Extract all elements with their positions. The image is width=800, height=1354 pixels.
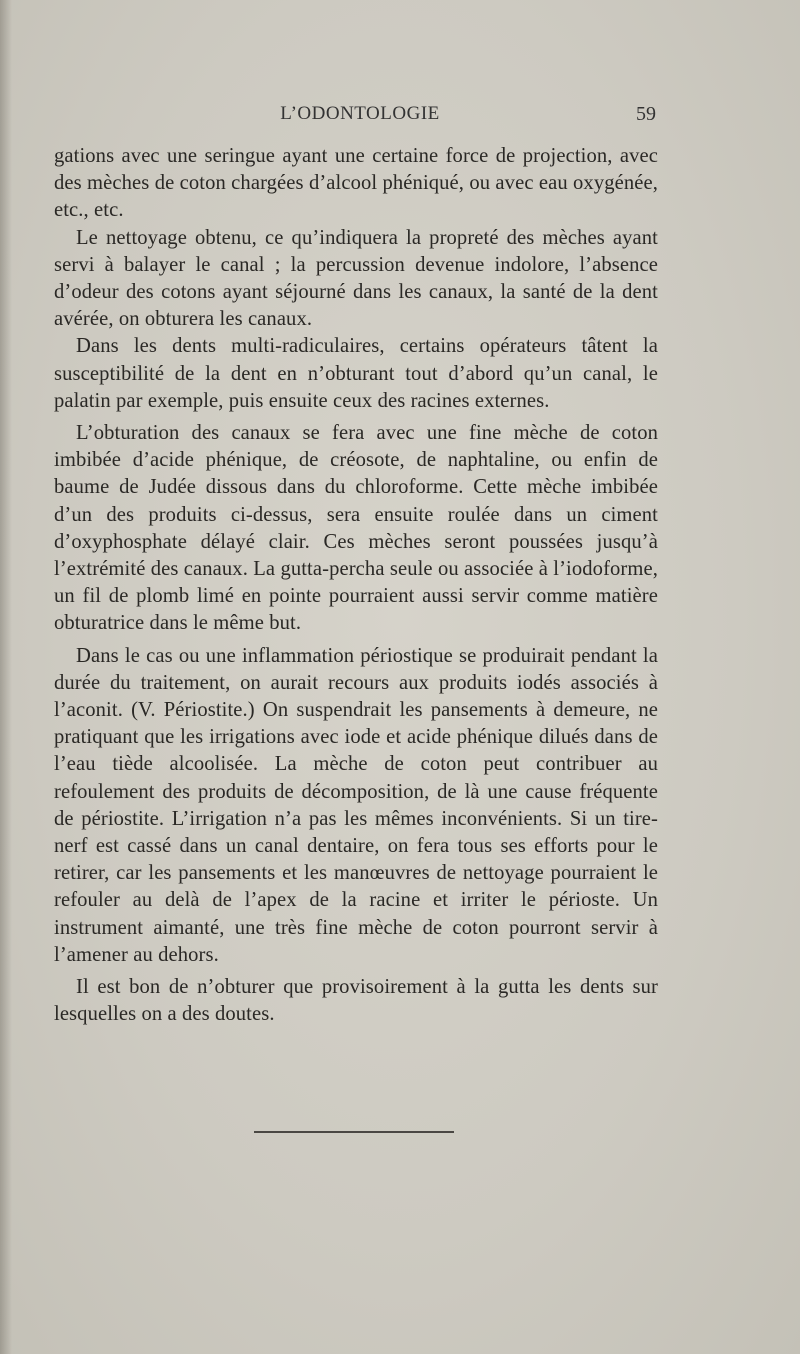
running-head <box>0 103 800 131</box>
paragraph-obturation: L’obturation des canaux se fera avec une fine mèche de coton imbibée d’acide phénique, de créosote, de naphtaline, ou enfin de baume de Judée dissous dans du chloroforme. Cette mèche imbibée d’un des produits ci-dessus, sera ensuite roulée dans un ciment d’oxyphosphate délayé clair. Ces mèches seront poussées jusqu’à l’extrémité des canaux. La gutta-percha seule ou associée à l’iodoforme, un fil de plomb limé en pointe pourraient aussi servir comme matière obturatrice dans le même but. <box>54 422 658 635</box>
end-rule <box>254 1131 454 1133</box>
paragraph-cleaning: Le nettoyage obtenu, ce qu’indiquera la propreté des mèches ayant servi à balayer le canal ; la percussion devenue indolore, l’absence d’odeur des cotons ayant séjourné dans les canaux, la santé de la dent avérée, on obturera les canaux. <box>54 226 658 331</box>
paragraph-provisional: Il est bon de n’obturer que provisoirement à la gutta les dents sur lesquelles on a des doutes. <box>54 976 658 1026</box>
paragraph-multi-root: Dans les dents multi-radiculaires, certains opérateurs tâtent la susceptibilité de la dent en n’obturant tout d’abord qu’un canal, le palatin par exemple, puis ensuite ceux des racines externes. <box>54 335 658 412</box>
paragraph-inflammation: Dans le cas ou une inflammation périostique se produirait pendant la durée du traitement, on aurait recours aux produits iodés associés à l’aconit. (V. Périostite.) On suspendrait les pansements à demeure, ne pratiquant que les irrigations avec iode et acide phénique dilués dans de l’eau tiède alcoolisée. La mèche de coton peut contribuer au refoulement des produits de décomposition, de là une cause fréquente de périostite. L’irrigation n’a pas les mêmes inconvénients. Si un tire-nerf est cassé dans un canal dentaire, on fera tous ses efforts pour le retirer, car les pansements et les manœuvres de nettoyage pourraient le refouler au delà de l’apex de la racine et irriter le périoste. Un instrument aimanté, une très fine mèche de coton pourront servir à l’amener au dehors. <box>54 644 658 966</box>
paragraph-continuation: gations avec une seringue ayant une certaine force de projection, avec des mèches de coton chargées d’alcool phéniqué, ou avec eau oxygénée, etc., etc. <box>54 145 658 222</box>
binding-shadow <box>0 0 12 1354</box>
page-number: 59 <box>636 103 656 125</box>
running-title: L’ODONTOLOGIE <box>280 103 440 124</box>
body-text <box>54 143 658 1029</box>
